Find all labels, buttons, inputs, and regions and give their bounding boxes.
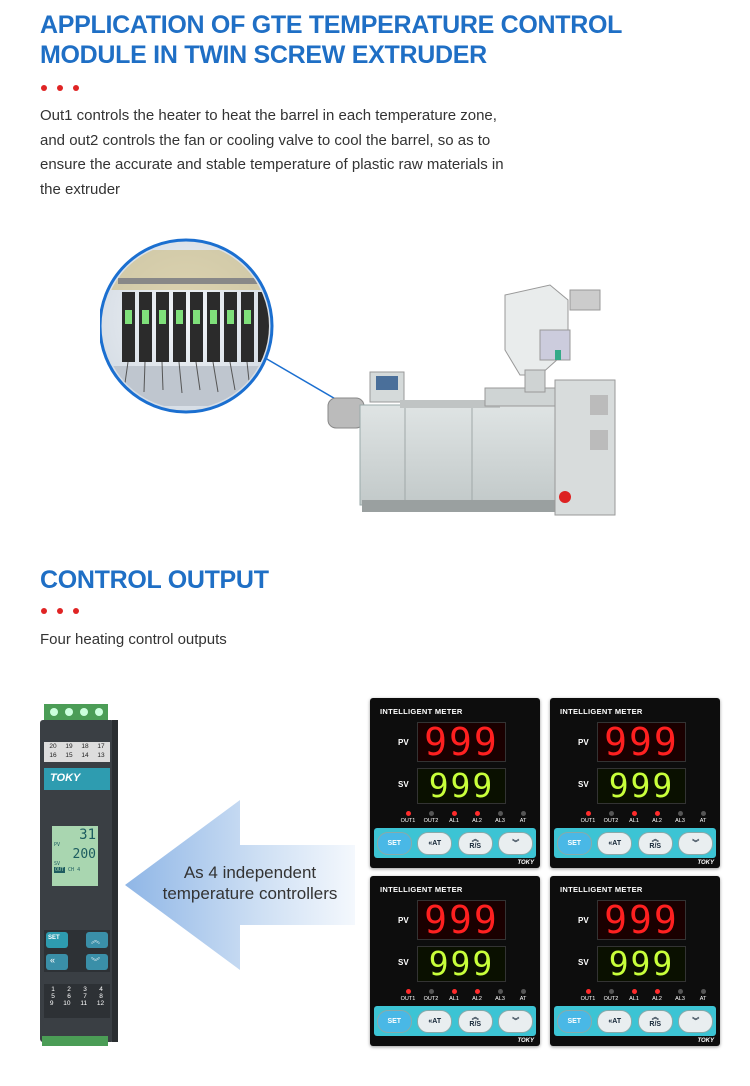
set-button[interactable]: SET xyxy=(557,832,592,855)
extruder-body xyxy=(328,285,615,515)
led-al2: AL2 xyxy=(467,811,487,824)
double-chevron-left-icon: « xyxy=(608,839,613,847)
lcd-status-line xyxy=(54,867,96,874)
module-bottom-terminals xyxy=(45,986,109,1007)
shift-at-button[interactable]: « AT xyxy=(597,832,632,855)
terminal-label: 4 xyxy=(99,986,103,993)
down-button[interactable] xyxy=(498,1010,533,1033)
lcd-sv-label: SV xyxy=(54,861,61,867)
section2-dots xyxy=(41,608,79,614)
module-set-button[interactable]: SET xyxy=(48,935,60,941)
double-chevron-down-icon: ︾ xyxy=(512,1018,520,1025)
terminal-label: 1 xyxy=(51,986,55,993)
terminal-label: 11 xyxy=(80,1000,88,1007)
meter-brand: INTELLIGENT METER xyxy=(380,707,463,716)
sv-value: 999 xyxy=(608,944,675,983)
led-out1: OUT1 xyxy=(578,811,598,824)
terminal-label: 2 xyxy=(67,986,71,993)
meter-logo: TOKY xyxy=(697,860,714,866)
terminal-label: 17 xyxy=(97,743,105,750)
terminal-label: 9 xyxy=(49,1000,54,1007)
lcd-mid-value: 200 xyxy=(72,847,96,862)
intelligent-meter xyxy=(370,698,540,868)
terminal-label: 6 xyxy=(67,993,71,1000)
module-brand-logo xyxy=(50,772,80,784)
led-al3: AL3 xyxy=(670,811,690,824)
arrow-caption-line2: temperature controllers xyxy=(162,884,338,903)
led-al2: AL2 xyxy=(647,811,667,824)
double-chevron-left-icon: « xyxy=(428,1017,433,1025)
status-leds xyxy=(398,989,533,1002)
double-chevron-down-icon: ︾ xyxy=(91,957,101,967)
led-out2: OUT2 xyxy=(421,989,441,1002)
pv-value: 999 xyxy=(604,898,679,942)
sv-value: 999 xyxy=(428,944,495,983)
pv-value: 999 xyxy=(424,720,499,764)
terminal-label: 18 xyxy=(81,743,89,750)
keypad xyxy=(374,1006,536,1036)
din-rail-temperature-module xyxy=(40,696,118,1046)
led-al3: AL3 xyxy=(670,989,690,1002)
meter-logo: TOKY xyxy=(697,1038,714,1044)
status-leds xyxy=(578,811,713,824)
led-out1: OUT1 xyxy=(398,811,418,824)
pv-label: PV xyxy=(398,738,409,747)
sv-label: SV xyxy=(398,958,409,967)
led-at: AT xyxy=(513,811,533,824)
led-at: AT xyxy=(513,989,533,1002)
double-chevron-down-icon: ︾ xyxy=(692,1018,700,1025)
terminal-label: 3 xyxy=(83,986,87,993)
zoom-circle-controllers xyxy=(100,240,280,412)
module-left-button[interactable] xyxy=(50,955,55,965)
double-chevron-up-icon: ︽ xyxy=(651,836,659,843)
lcd-top-value: 31 xyxy=(79,827,96,843)
sv-label: SV xyxy=(578,780,589,789)
terminal-label: 15 xyxy=(65,752,73,759)
pv-value: 999 xyxy=(424,898,499,942)
meter-logo: TOKY xyxy=(517,1038,534,1044)
terminal-label: 10 xyxy=(63,1000,71,1007)
sv-display xyxy=(597,946,686,982)
double-chevron-down-icon: ︾ xyxy=(692,840,700,847)
terminal-label: 7 xyxy=(83,993,87,1000)
set-button[interactable]: SET xyxy=(377,832,412,855)
section1-dots xyxy=(41,85,79,91)
module-down-button[interactable] xyxy=(91,955,100,968)
status-leds xyxy=(578,989,713,1002)
section1-title-line1: APPLICATION OF GTE TEMPERATURE CONTROL xyxy=(40,11,623,39)
down-button[interactable] xyxy=(678,832,713,855)
pv-label: PV xyxy=(398,916,409,925)
pv-display xyxy=(417,722,506,762)
lcd-pv-label: PV xyxy=(54,842,61,848)
terminal-label: 12 xyxy=(96,1000,105,1007)
lcd-out-label: OUT xyxy=(55,867,65,873)
led-out2: OUT2 xyxy=(421,811,441,824)
sv-display xyxy=(417,946,506,982)
led-out2: OUT2 xyxy=(601,989,621,1002)
shift-at-button[interactable]: « AT xyxy=(417,832,452,855)
section1-description: Out1 controls the heater to heat the barrel in each temperature zone, and out2 controls the fan or cooling valve to cool the barrel, so as to ensure the accurate and stable temperature of plastic raw materials in the extruder xyxy=(40,107,504,198)
led-out1: OUT1 xyxy=(578,989,598,1002)
double-chevron-left-icon: « xyxy=(50,955,56,965)
led-al3: AL3 xyxy=(490,811,510,824)
up-rs-button[interactable]: ︽ R/S xyxy=(638,1010,673,1033)
keypad xyxy=(554,1006,716,1036)
status-leds xyxy=(398,811,533,824)
up-rs-button[interactable]: ︽ R/S xyxy=(458,1010,493,1033)
intelligent-meter xyxy=(550,876,720,1046)
section1-title-line2: MODULE IN TWIN SCREW EXTRUDER xyxy=(40,41,487,69)
module-terminals-row2 xyxy=(45,752,109,759)
led-al1: AL1 xyxy=(624,989,644,1002)
sv-label: SV xyxy=(578,958,589,967)
extruder-machine-illustration xyxy=(100,230,640,530)
led-al1: AL1 xyxy=(444,811,464,824)
pv-label: PV xyxy=(578,916,589,925)
led-al1: AL1 xyxy=(624,811,644,824)
lcd-ch-label: CH xyxy=(68,867,75,873)
led-al2: AL2 xyxy=(467,989,487,1002)
double-chevron-left-icon: « xyxy=(428,839,433,847)
intelligent-meter xyxy=(370,876,540,1046)
meter-brand: INTELLIGENT METER xyxy=(560,885,643,894)
pv-value: 999 xyxy=(604,720,679,764)
down-button[interactable] xyxy=(678,1010,713,1033)
set-button[interactable]: SET xyxy=(557,1010,592,1033)
pv-display xyxy=(597,722,686,762)
pv-display xyxy=(597,900,686,940)
led-out1: OUT1 xyxy=(398,989,418,1002)
arrow-caption xyxy=(150,862,350,904)
terminal-label: 19 xyxy=(65,743,73,750)
double-chevron-up-icon: ︽ xyxy=(91,935,101,945)
double-chevron-up-icon: ︽ xyxy=(471,1014,479,1021)
terminal-label: 20 xyxy=(49,743,57,750)
sv-display xyxy=(597,768,686,804)
led-al3: AL3 xyxy=(490,989,510,1002)
section2-title: CONTROL OUTPUT xyxy=(40,566,269,594)
set-button[interactable]: SET xyxy=(377,1010,412,1033)
sv-value: 999 xyxy=(608,766,675,805)
led-at: AT xyxy=(693,811,713,824)
meter-brand: INTELLIGENT METER xyxy=(560,707,643,716)
meter-logo: TOKY xyxy=(517,860,534,866)
section2-description: Four heating control outputs xyxy=(40,631,227,648)
module-brand: TOKY xyxy=(50,772,81,784)
shift-at-button[interactable]: « AT xyxy=(597,1010,632,1033)
module-terminals-row1 xyxy=(45,743,109,750)
double-chevron-up-icon: ︽ xyxy=(651,1014,659,1021)
meter-brand: INTELLIGENT METER xyxy=(380,885,463,894)
intelligent-meter xyxy=(550,698,720,868)
terminal-label: 5 xyxy=(51,993,55,1000)
up-rs-button[interactable]: ︽ R/S xyxy=(638,832,673,855)
sv-display xyxy=(417,768,506,804)
terminal-label: 8 xyxy=(99,993,103,1000)
terminal-label: 16 xyxy=(49,752,57,759)
down-button[interactable] xyxy=(498,832,533,855)
led-out2: OUT2 xyxy=(601,811,621,824)
shift-at-button[interactable]: « AT xyxy=(417,1010,452,1033)
pv-label: PV xyxy=(578,738,589,747)
arrow-caption-line1: As 4 independent xyxy=(183,863,317,882)
sv-label: SV xyxy=(398,780,409,789)
sv-value: 999 xyxy=(428,766,495,805)
pv-display xyxy=(417,900,506,940)
terminal-label: 13 xyxy=(97,752,105,759)
double-chevron-up-icon: ︽ xyxy=(471,836,479,843)
module-lcd xyxy=(54,828,96,874)
keypad xyxy=(374,828,536,858)
double-chevron-down-icon: ︾ xyxy=(512,840,520,847)
double-chevron-left-icon: « xyxy=(608,1017,613,1025)
module-up-button[interactable] xyxy=(91,933,100,946)
keypad xyxy=(554,828,716,858)
lcd-ch-number: 4 xyxy=(77,867,81,873)
led-al1: AL1 xyxy=(444,989,464,1002)
led-at: AT xyxy=(693,989,713,1002)
terminal-label: 14 xyxy=(81,752,89,759)
up-rs-button[interactable]: ︽ R/S xyxy=(458,832,493,855)
led-al2: AL2 xyxy=(647,989,667,1002)
